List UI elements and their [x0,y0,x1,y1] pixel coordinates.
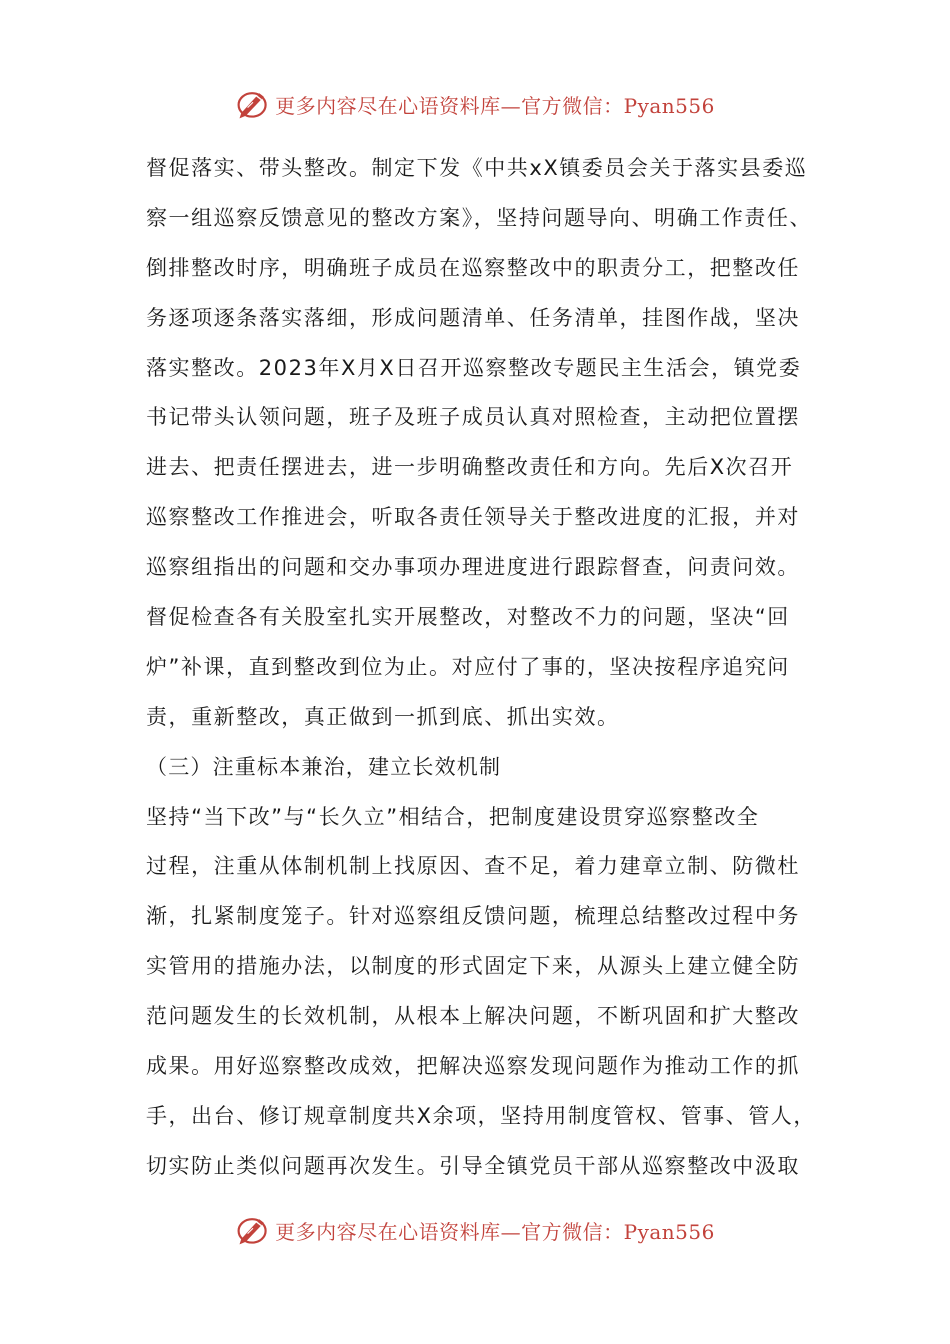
text-line: 切实防止类似问题再次发生。引导全镇党员干部从巡察整改中汲取 [146,1153,800,1178]
text-line: 炉”补课，直到整改到位为止。对应付了事的，坚决按程序追究问 [146,654,790,679]
text-line: 务逐项逐条落实落细，形成问题清单、任务清单，挂图作战，坚决 [146,305,800,330]
text-line: 责，重新整改，真正做到一抓到底、抓出实效。 [146,704,620,729]
text-line: 手，出台、修订规章制度共X余项，坚持用制度管权、管事、管人， [146,1103,816,1128]
text-line: 巡察组指出的问题和交办事项办理进度进行跟踪督查，问责问效。 [146,555,800,580]
text-line: 巡察整改工作推进会，听取各责任领导关于整改进度的汇报，并对 [146,505,800,530]
watermark-text: 更多内容尽在心语资料库—官方微信：Pyan556 [275,1219,715,1244]
text-line: 成果。用好巡察整改成效，把解决巡察发现问题作为推动工作的抓 [146,1054,800,1079]
text-line: 实管用的措施办法，以制度的形式固定下来，从源头上建立健全防 [146,954,800,979]
watermark-footer [0,1210,950,1250]
text-line: 督促落实、带头整改。制定下发《中共xX镇委员会关于落实县委巡 [146,156,808,180]
pen-logo-icon [235,1212,271,1248]
watermark-text: 更多内容尽在心语资料库—官方微信：Pyan556 [275,93,715,118]
text-line: 书记带头认领问题，班子及班子成员认真对照检查，主动把位置摆 [146,405,800,430]
text-line: 坚持“当下改”与“长久立”相结合，把制度建设贯穿巡察整改全 [146,804,760,829]
watermark-header [0,84,950,124]
text-line: 察一组巡察反馈意见的整改方案》，坚持问题导向、明确工作责任、 [146,205,812,230]
document-body [146,144,826,1192]
section-heading: （三）注重标本兼治，建立长效机制 [146,754,502,779]
text-line: 过程，注重从体制机制上找原因、查不足，着力建章立制、防微杜 [146,854,800,879]
text-line: 落实整改。2023年X月X日召开巡察整改专题民主生活会，镇党委 [146,355,802,380]
text-line: 倒排整改时序，明确班子成员在巡察整改中的职责分工，把整改任 [146,255,800,280]
text-line: 范问题发生的长效机制，从根本上解决问题，不断巩固和扩大整改 [146,1004,800,1029]
pen-logo-icon [235,86,271,122]
text-line: 督促检查各有关股室扎实开展整改，对整改不力的问题，坚决“回 [146,605,790,630]
text-line: 进去、把责任摆进去，进一步明确整改责任和方向。先后X次召开 [146,455,794,480]
text-line: 渐，扎紧制度笼子。针对巡察组反馈问题，梳理总结整改过程中务 [146,904,800,929]
